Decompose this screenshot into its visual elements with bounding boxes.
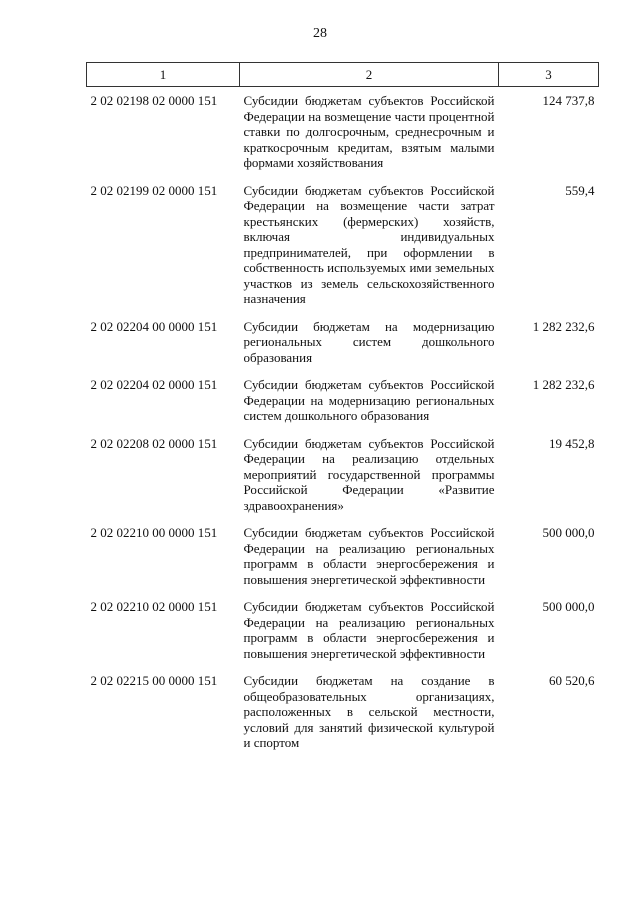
row-amount: 500 000,0 <box>542 525 595 540</box>
row-amount: 124 737,8 <box>542 93 595 108</box>
budget-table-container <box>86 62 598 757</box>
row-code: 2 02 02204 02 0000 151 <box>90 377 218 392</box>
table-row <box>87 519 599 593</box>
column-header-code: 1 <box>87 63 240 87</box>
row-code: 2 02 02199 02 0000 151 <box>90 182 218 198</box>
row-description: Субсидии бюджетам на создание в общеобразовательных организациях, расположенных в сельской местности, условий для занятий физической культурой и спортом <box>243 673 495 750</box>
row-description: Субсидии бюджетам субъектов Российской Федерации на модернизацию региональных систем дошкольного образования <box>243 377 495 423</box>
table-row <box>87 593 599 667</box>
row-amount: 60 520,6 <box>549 673 595 688</box>
row-description: Субсидии бюджетам субъектов Российской Федерации на возмещение части затрат крестьянских (фермерских) хозяйств, включая индивидуальных предпринимателей, при оформлении в собственность используемых ими земельных участков из земель сельскохозяйственного назначения <box>243 182 495 306</box>
table-row <box>87 430 599 520</box>
row-code: 2 02 02198 02 0000 151 <box>90 93 218 108</box>
table-row <box>87 667 599 757</box>
row-code: 2 02 02204 00 0000 151 <box>90 318 218 334</box>
table-row <box>87 371 599 430</box>
budget-table <box>86 62 599 757</box>
column-header-description: 2 <box>240 63 499 87</box>
page-number: 28 <box>313 26 327 41</box>
row-code: 2 02 02210 02 0000 151 <box>90 599 218 614</box>
row-amount: 500 000,0 <box>542 599 595 614</box>
header-row <box>87 63 599 87</box>
row-description: Субсидии бюджетам субъектов Российской Федерации на возмещение части процентной ставки по долгосрочным, среднесрочным и краткосрочным кредитам, взятым малыми формами хозяйствования <box>243 93 495 170</box>
row-code: 2 02 02208 02 0000 151 <box>90 435 218 451</box>
row-amount: 559,4 <box>565 182 595 198</box>
row-description: Субсидии бюджетам субъектов Российской Федерации на реализацию отдельных мероприятий государственной программы Российской Федерации «Развитие здравоохранения» <box>243 435 495 513</box>
row-amount: 19 452,8 <box>549 435 595 451</box>
column-header-amount: 3 <box>499 63 599 87</box>
row-amount: 1 282 232,6 <box>532 377 595 392</box>
row-description: Субсидии бюджетам субъектов Российской Федерации на реализацию региональных программ в области энергосбережения и повышения энергетической эффективности <box>243 599 495 661</box>
row-amount: 1 282 232,6 <box>532 318 595 334</box>
row-code: 2 02 02210 00 0000 151 <box>90 525 218 540</box>
row-code: 2 02 02215 00 0000 151 <box>90 673 218 688</box>
table-row <box>87 313 599 372</box>
table-row <box>87 87 599 177</box>
row-description: Субсидии бюджетам на модернизацию региональных систем дошкольного образования <box>243 318 495 365</box>
table-row <box>87 177 599 313</box>
row-description: Субсидии бюджетам субъектов Российской Федерации на реализацию региональных программ в области энергосбережения и повышения энергетической эффективности <box>243 525 495 587</box>
